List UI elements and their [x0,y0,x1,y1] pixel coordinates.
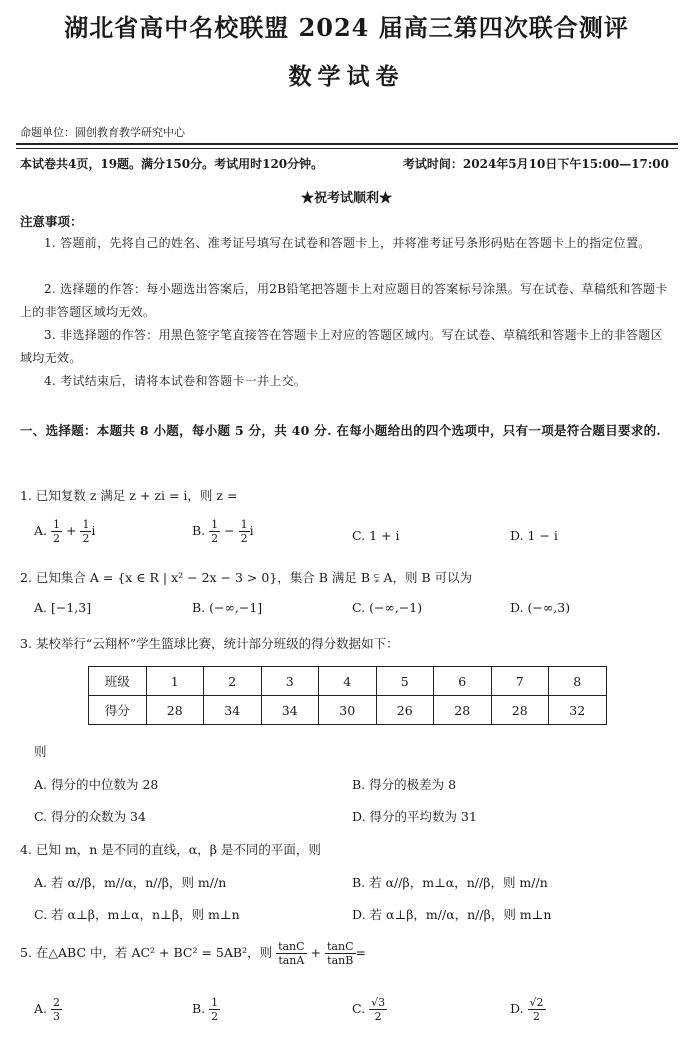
table-cell: 7 [491,667,549,696]
table-cell: 3 [261,667,319,696]
exam-subtitle: 数学试卷 [288,63,405,90]
table-cell: 28 [491,696,549,725]
q1-option-d: D. 1 − i [510,528,558,543]
table-cell: 34 [204,696,262,725]
question-3-stem: 3. 某校举行“云翔杯”学生篮球比赛，统计部分班级的得分数据如下： [20,636,399,651]
q3-option-c: C. 得分的众数为 34 [34,809,146,824]
q3-option-b: B. 得分的极差为 8 [352,777,457,792]
table-cell: 得分 [89,696,147,725]
q5-option-b: B. $\frac{1}{2}$ [192,996,219,1023]
q3-option-a: A. 得分的中位数为 28 [34,777,159,792]
notice-item: 2. 选择题的作答：每小题选出答案后，用2B铅笔把答题卡上对应题目的答案标号涂黑。写在试卷、草稿纸和答题卡上的非答题区域均无效。 [20,282,668,319]
notice-title: 注意事项： [20,214,83,229]
q1-option-a: A. $\frac{1}{2}$ + $\frac{1}{2}$ i [34,518,96,545]
q3-option-d: D. 得分的平均数为 31 [352,809,477,824]
q4-option-d: D. 若 α⊥β，m//α，n//β，则 m⊥n [352,907,552,922]
table-cell: 34 [261,696,319,725]
table-cell: 6 [434,667,492,696]
question-4-stem: 4. 已知 m，n 是不同的直线，α，β 是不同的平面，则 [20,842,321,857]
table-cell: 28 [434,696,492,725]
q1-option-c: C. 1 + i [352,528,400,543]
organizer: 命题单位：圆创教育教学研究中心 [20,126,185,139]
table-row [89,667,607,696]
question-2-stem: 2. 已知集合 A = {x ∈ R | x² − 2x − 3 > 0}，集合 B 满足 B ⫋ A，则 B 可以为 [20,570,473,585]
question-1-stem: 1. 已知复数 z 满足 z + zi = i，则 z = [20,488,238,503]
q2-option-b: B. (−∞,−1] [192,600,263,615]
question-5-stem: 5. 在△ABC 中，若 AC² + BC² = 5AB²，则 $\frac{\tan C}{\tan A}$ + $\frac{\tan C}{\tan B}$ = [20,940,366,967]
table-cell: 26 [376,696,434,725]
q5-option-c: C. $\frac{√3}{2}$ [352,996,386,1023]
exam-time: 考试时间：2024年5月10日下午15:00—17:00 [402,157,669,171]
table-cell: 30 [319,696,377,725]
q4-option-b: B. 若 α//β，m⊥α，n//β，则 m//n [352,875,548,890]
q4-option-a: A. 若 α//β，m//α，n//β，则 m//n [34,875,227,890]
q2-option-d: D. (−∞,3) [510,600,571,615]
table-row [89,696,607,725]
table-cell: 8 [549,667,607,696]
table-cell: 4 [319,667,377,696]
table-cell: 28 [146,696,204,725]
section-heading: 一、选择题：本题共 8 小题，每小题 5 分，共 40 分. 在每小题给出的四个选项中，只有一项是符合题目要求的. [20,423,662,438]
table-cell: 班级 [89,667,147,696]
q4-option-c: C. 若 α⊥β，m⊥α，n⊥β，则 m⊥n [34,907,240,922]
q5-option-a: A. $\frac{2}{3}$ [34,996,60,1023]
divider-thick [16,143,678,145]
table-cell: 5 [376,667,434,696]
notice-item: 4. 考试结束后，请将本试卷和答题卡一并上交。 [44,374,307,388]
score-table [88,666,607,725]
q1-option-b: B. $\frac{1}{2}$ − $\frac{1}{2}$ i [192,518,254,545]
exam-title: 湖北省高中名校联盟 2024 届高三第四次联合测评 [64,13,629,42]
table-cell: 2 [204,667,262,696]
q2-option-c: C. (−∞,−1) [352,600,423,615]
good-luck-banner: ★祝考试顺利★ [300,191,392,206]
table-cell: 32 [549,696,607,725]
exam-info: 本试卷共4页，19题。满分150分。考试用时120分钟。 [20,157,324,171]
divider-thin [16,148,678,149]
table-cell: 1 [146,667,204,696]
notice-item: 3. 非选择题的作答：用黑色签字笔直接答在答题卡上对应的答题区域内。写在试卷、草稿纸和答题卡上的非答题区域均无效。 [20,328,663,365]
notice-item: 1. 答题前，先将自己的姓名、准考证号填写在试卷和答题卡上，并将准考证号条形码贴在答题卡上的指定位置。 [44,236,651,250]
q3-then: 则 [34,744,47,759]
q5-option-d: D. $\frac{√2}{2}$ [510,996,544,1023]
q2-option-a: A. [−1,3] [34,600,92,615]
